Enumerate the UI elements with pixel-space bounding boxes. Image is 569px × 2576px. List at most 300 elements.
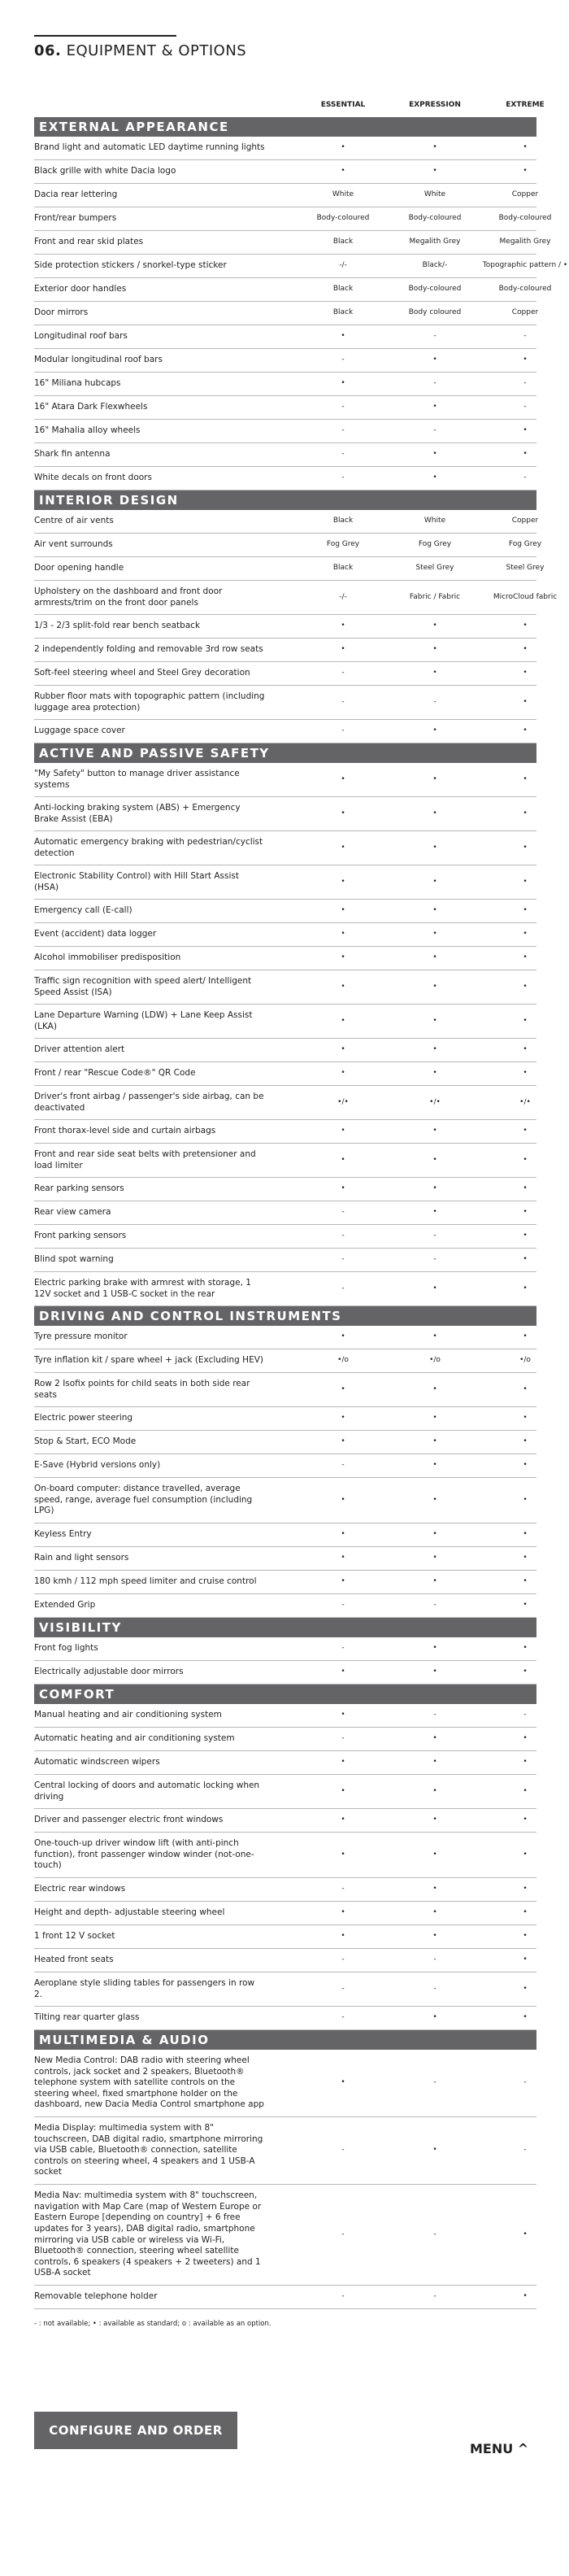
- table-row: [34, 865, 536, 900]
- table-row: [34, 302, 539, 325]
- cell-essential: •: [341, 1016, 345, 1025]
- table-row: [34, 1431, 536, 1454]
- feature-label: Shark fin antenna: [34, 449, 111, 460]
- cell-expression: -: [433, 1601, 437, 1610]
- equipment-table: [34, 117, 568, 2309]
- table-row: [34, 639, 536, 662]
- cell-essential: •: [341, 332, 345, 341]
- cell-essential: •: [341, 953, 345, 962]
- cell-essential: •: [341, 774, 345, 783]
- feature-label: On-board computer: distance travelled, average speed, range, average fuel consumption (including LPG): [34, 1484, 253, 1516]
- table-row: [34, 373, 536, 396]
- cell-expression: •: [432, 1284, 437, 1292]
- feature-label: Luggage space cover: [34, 726, 125, 736]
- cell-extreme: •: [523, 450, 528, 459]
- cell-essential: •: [341, 1932, 345, 1941]
- cell-essential: Black: [332, 308, 354, 317]
- cell-essential: •/o: [337, 1356, 349, 1365]
- cell-expression: -: [433, 2229, 437, 2238]
- table-row: [34, 396, 536, 420]
- table-row: [34, 797, 536, 831]
- cell-extreme: Body-coloured: [498, 214, 552, 223]
- cell-extreme: •: [523, 1644, 528, 1653]
- feature-label: New Media Control: DAB radio with steering wheel controls, jack socket and 2 speakers, Bluetooth® telephone system with satellite controls on the steering wheel, fixed smartphone holder on the dashboard, new Dacia Media Control smartphone app: [34, 2055, 264, 2110]
- feature-label: Anti-locking braking system (ABS) + Emergency Brake Assist (EBA): [34, 802, 241, 824]
- cell-essential: -: [341, 1644, 345, 1653]
- feature-label: One-touch-up driver window lift (with anti-pinch function), front passenger window winder (not-one-touch): [34, 1838, 254, 1871]
- cell-expression: •: [432, 143, 437, 152]
- cell-essential: •: [341, 1414, 345, 1423]
- cell-expression: -: [433, 1231, 437, 1240]
- cell-expression: White: [423, 517, 446, 525]
- cell-extreme: •: [523, 930, 528, 939]
- feature-label: Traffic sign recognition with speed alert/ Intelligent Speed Assist (ISA): [34, 975, 252, 997]
- table-row: [34, 1594, 536, 1618]
- table-row: [34, 1326, 536, 1349]
- section-header: MULTIMEDIA & AUDIO: [34, 2030, 536, 2050]
- cell-expression: •: [432, 645, 437, 654]
- cell-expression: •: [432, 2013, 437, 2022]
- cell-expression: •: [432, 1932, 437, 1941]
- feature-label: "My Safety" button to manage driver assistance systems: [34, 768, 240, 790]
- table-row: [34, 1478, 536, 1523]
- menu-link[interactable]: MENU ^: [470, 2441, 529, 2456]
- cell-extreme: •: [523, 1850, 528, 1859]
- cell-essential: -: [341, 1955, 345, 1964]
- cell-expression: •: [432, 1885, 437, 1894]
- table-row: [34, 831, 536, 865]
- table-row: [34, 1523, 536, 1547]
- feature-label: Rain and light sensors: [34, 1553, 129, 1563]
- cell-essential: Black: [332, 517, 354, 525]
- cell-expression: •: [432, 621, 437, 630]
- cell-expression: •: [432, 473, 437, 482]
- section-header: VISIBILITY: [34, 1618, 536, 1637]
- cell-extreme: •: [523, 1530, 528, 1539]
- cell-essential: •: [341, 1155, 345, 1164]
- feature-label: Rear parking sensors: [34, 1183, 124, 1194]
- cell-essential: -: [341, 1255, 345, 1264]
- table-row: [34, 923, 536, 947]
- cell-extreme: Megalith Grey: [499, 238, 551, 246]
- cell-essential: Body-coloured: [316, 214, 370, 223]
- table-row: [34, 970, 536, 1005]
- table-row: [34, 1637, 536, 1661]
- cell-extreme: •: [523, 843, 528, 852]
- table-row: [34, 2050, 536, 2117]
- feature-label: Height and depth- adjustable steering wheel: [34, 1907, 225, 1918]
- cell-expression: •: [432, 1332, 437, 1341]
- cell-extreme: Steel Grey: [506, 564, 545, 573]
- cell-essential: -: [341, 1461, 345, 1470]
- feature-label: Tyre pressure monitor: [34, 1332, 128, 1342]
- feature-label: Lane Departure Warning (LDW) + Lane Keep Assist (LKA): [34, 1009, 253, 1031]
- cell-extreme: •: [523, 726, 528, 735]
- cell-essential: •/•: [337, 1097, 349, 1106]
- table-row: [34, 467, 536, 490]
- cell-extreme: Copper: [511, 517, 539, 525]
- cell-expression: •: [432, 2146, 437, 2155]
- cell-expression: -: [433, 1984, 437, 1993]
- cell-extreme: -: [523, 1711, 527, 1720]
- table-row: [34, 900, 536, 923]
- cell-expression: •: [432, 982, 437, 991]
- feature-label: White decals on front doors: [34, 473, 152, 483]
- cell-extreme: •: [523, 1016, 528, 1025]
- cell-essential: •: [341, 809, 345, 817]
- feature-label: 180 kmh / 112 mph speed limiter and cruise control: [34, 1576, 257, 1587]
- cell-expression: •: [432, 1016, 437, 1025]
- cell-extreme: -: [523, 403, 527, 412]
- cell-extreme: •: [523, 1984, 528, 1993]
- feature-label: Automatic heating and air conditioning system: [34, 1733, 235, 1744]
- feature-label: Media Nav: multimedia system with 8" touchscreen, navigation with Map Care (map of Western Europe or Eastern Europe [depending on country] + 6 free updates for 3 years), DAB digital radio, smartphone mirroring via USB cable or wireless via Wi-Fi, Bluetooth® connection, steering wheel satellite controls, 6 speakers (4 speakers + 2 tweeters) and 1 USB-A socket: [34, 2190, 262, 2278]
- cell-expression: •: [432, 403, 437, 412]
- feature-label: Door opening handle: [34, 563, 124, 573]
- cell-expression: Body-coloured: [408, 214, 462, 223]
- cell-expression: •: [432, 1155, 437, 1164]
- table-row: [34, 1454, 536, 1478]
- cell-essential: •: [341, 1495, 345, 1504]
- cell-extreme: •: [523, 877, 528, 886]
- cell-expression: •: [432, 906, 437, 915]
- cell-extreme: •: [523, 809, 528, 817]
- feature-label: Black grille with white Dacia logo: [34, 166, 176, 177]
- table-row: [34, 1225, 536, 1249]
- table-row: [34, 1902, 536, 1925]
- feature-label: Electric rear windows: [34, 1884, 126, 1894]
- cell-essential: •: [341, 143, 345, 152]
- cell-extreme: •: [523, 1667, 528, 1676]
- cell-expression: •: [432, 774, 437, 783]
- cell-essential: -/-: [339, 261, 347, 270]
- cell-expression: •: [432, 1577, 437, 1586]
- feature-label: Emergency call (E-call): [34, 905, 132, 916]
- cell-essential: •: [341, 1815, 345, 1824]
- feature-label: Removable telephone holder: [34, 2291, 158, 2302]
- cell-expression: •: [432, 930, 437, 939]
- feature-label: Automatic emergency braking with pedestrian/cyclist detection: [34, 836, 263, 858]
- table-row: [34, 686, 536, 720]
- cell-expression: •: [432, 1384, 437, 1393]
- cell-extreme: Topographic pattern / •: [482, 261, 568, 270]
- page-title: [34, 42, 246, 59]
- cell-extreme: Copper: [511, 308, 539, 317]
- cell-extreme: •: [523, 426, 528, 435]
- cell-expression: •: [432, 167, 437, 176]
- cell-essential: Black: [332, 238, 354, 246]
- table-row: [34, 1775, 536, 1809]
- cell-essential: Black: [332, 564, 354, 573]
- cell-essential: -: [341, 726, 345, 735]
- cell-essential: •: [341, 1045, 345, 1054]
- cell-expression: •: [432, 1758, 437, 1767]
- cell-expression: •: [432, 1734, 437, 1743]
- cell-extreme: Fog Grey: [508, 540, 542, 549]
- cell-expression: Body-coloured: [408, 285, 462, 294]
- legend-footnote: - : not available; • : available as standard; o : available as an option.: [34, 2320, 271, 2328]
- feature-label: Keyless Entry: [34, 1529, 92, 1540]
- feature-label: Front and rear skid plates: [34, 237, 144, 247]
- cell-expression: Black/-: [422, 261, 448, 270]
- cell-expression: •: [432, 1437, 437, 1446]
- cell-essential: -: [341, 2146, 345, 2155]
- cell-extreme: -: [523, 379, 527, 388]
- table-row: [34, 1373, 536, 1407]
- cell-expression: •: [432, 669, 437, 678]
- cell-essential: •: [341, 982, 345, 991]
- feature-label: Front parking sensors: [34, 1231, 127, 1241]
- cell-expression: -: [433, 426, 437, 435]
- feature-label: Front and rear side seat belts with pretensioner and load limiter: [34, 1149, 256, 1170]
- feature-label: Extended Grip: [34, 1600, 96, 1611]
- cell-essential: -: [341, 473, 345, 482]
- cell-extreme: •: [523, 1786, 528, 1795]
- cell-essential: White: [332, 190, 354, 199]
- table-row: [34, 1086, 536, 1120]
- table-row: [34, 1751, 536, 1775]
- cell-expression: •: [432, 953, 437, 962]
- cell-essential: •: [341, 1437, 345, 1446]
- table-row: [34, 2185, 536, 2286]
- cell-essential: -/-: [339, 592, 347, 601]
- section-header: EXTERNAL APPEARANCE: [34, 117, 536, 137]
- table-row: [34, 1547, 536, 1571]
- cell-extreme: •: [523, 982, 528, 991]
- cell-extreme: -: [523, 2078, 527, 2087]
- cell-extreme: •: [523, 1414, 528, 1423]
- cell-essential: •: [341, 1554, 345, 1563]
- cell-extreme: •: [523, 1815, 528, 1824]
- table-row: [34, 1728, 536, 1751]
- table-row: [34, 1178, 536, 1201]
- cell-extreme: •: [523, 906, 528, 915]
- table-row: [34, 443, 536, 467]
- table-row: [34, 2286, 536, 2309]
- table-row: [34, 184, 539, 207]
- feature-label: Electric power steering: [34, 1413, 133, 1423]
- cell-essential: -: [341, 697, 345, 706]
- title-rule: [34, 35, 176, 37]
- cell-essential: •: [341, 1530, 345, 1539]
- cell-essential: -: [341, 450, 345, 459]
- table-row: [34, 1144, 536, 1178]
- cell-essential: Fog Grey: [326, 540, 360, 549]
- feature-label: Front / rear "Rescue Code®" QR Code: [34, 1068, 196, 1079]
- cell-essential: -: [341, 1601, 345, 1610]
- feature-label: Media Display: multimedia system with 8" touchscreen, DAB digital radio, smartphone mirroring via USB cable, Bluetooth® connection, satellite controls on steering wheel, 4 speakers and 1 USB-A socket: [34, 2122, 263, 2177]
- feature-label: Driver's front airbag / passenger's side airbag, can be deactivated: [34, 1091, 264, 1113]
- feature-label: Door mirrors: [34, 307, 89, 318]
- feature-label: Electrically adjustable door mirrors: [34, 1667, 184, 1677]
- cell-extreme: •: [523, 1437, 528, 1446]
- cell-essential: •: [341, 906, 345, 915]
- cell-essential: -: [341, 1284, 345, 1292]
- cell-extreme: •: [523, 1208, 528, 1217]
- cell-essential: •: [341, 930, 345, 939]
- table-row: [34, 1878, 536, 1902]
- feature-label: Manual heating and air conditioning system: [34, 1710, 222, 1720]
- table-row: [34, 1349, 536, 1373]
- feature-label: Front/rear bumpers: [34, 213, 117, 224]
- table-row: [34, 1407, 536, 1431]
- cell-extreme: •: [523, 2013, 528, 2022]
- cell-extreme: •: [523, 1955, 528, 1964]
- cell-essential: •: [341, 843, 345, 852]
- cell-expression: •/•: [429, 1097, 441, 1106]
- feature-label: Rear view camera: [34, 1207, 111, 1218]
- table-row: [34, 947, 536, 970]
- cell-extreme: -: [523, 332, 527, 341]
- cell-extreme: •: [523, 645, 528, 654]
- cell-expression: •/o: [429, 1356, 441, 1365]
- cell-essential: •: [341, 877, 345, 886]
- feature-label: Electronic Stability Control) with Hill Start Assist (HSA): [34, 870, 239, 892]
- feature-label: 16" Mahalia alloy wheels: [34, 425, 141, 436]
- feature-label: Row 2 Isofix points for child seats in both side rear seats: [34, 1378, 250, 1400]
- cell-essential: •: [341, 645, 345, 654]
- feature-label: Stop & Start, ECO Mode: [34, 1436, 137, 1447]
- table-row: [34, 1949, 536, 1972]
- feature-label: Tyre inflation kit / spare wheel + jack (Excluding HEV): [34, 1355, 263, 1366]
- cell-essential: •: [341, 167, 345, 176]
- table-row: [34, 2117, 536, 2185]
- cell-expression: -: [433, 379, 437, 388]
- cell-extreme: •: [523, 1045, 528, 1054]
- cell-expression: •: [432, 1644, 437, 1653]
- cell-essential: -: [341, 1984, 345, 1993]
- cell-essential: •: [341, 379, 345, 388]
- cell-extreme: •: [523, 1255, 528, 1264]
- cell-extreme: •: [523, 1461, 528, 1470]
- table-row: [34, 160, 536, 184]
- cell-expression: •: [432, 1184, 437, 1193]
- cell-expression: Fabric / Fabric: [409, 592, 461, 601]
- column-header-extreme: EXTREME: [506, 101, 545, 109]
- configure-and-order-button[interactable]: CONFIGURE AND ORDER: [34, 2412, 237, 2449]
- cell-essential: •: [341, 1069, 345, 1078]
- table-row: [34, 720, 536, 743]
- feature-label: 2 independently folding and removable 3rd row seats: [34, 644, 263, 655]
- cell-essential: Black: [332, 285, 354, 294]
- table-row: [34, 1120, 536, 1144]
- cell-extreme: •: [523, 1231, 528, 1240]
- cell-expression: •: [432, 450, 437, 459]
- cell-essential: •: [341, 1184, 345, 1193]
- feature-label: Upholstery on the dashboard and front door armrests/trim on the front door panels: [34, 586, 223, 608]
- table-row: [34, 1201, 536, 1225]
- cell-expression: Fog Grey: [418, 540, 452, 549]
- cell-extreme: Copper: [511, 190, 539, 199]
- feature-label: Brand light and automatic LED daytime running lights: [34, 142, 265, 153]
- column-header-expression: EXPRESSION: [409, 101, 461, 109]
- cell-expression: White: [423, 190, 446, 199]
- table-row: [34, 1925, 536, 1949]
- cell-extreme: •: [523, 1069, 528, 1078]
- table-row: [34, 1972, 536, 2007]
- feature-label: Modular longitudinal roof bars: [34, 355, 163, 365]
- cell-essential: •: [341, 1667, 345, 1676]
- cell-expression: Steel Grey: [415, 564, 454, 573]
- feature-label: 16" Miliana hubcaps: [34, 378, 121, 389]
- cell-extreme: •: [523, 1554, 528, 1563]
- cell-expression: •: [432, 1554, 437, 1563]
- feature-label: E-Save (Hybrid versions only): [34, 1460, 161, 1471]
- cell-essential: •: [341, 1577, 345, 1586]
- table-row: [34, 581, 558, 615]
- cell-essential: -: [341, 403, 345, 412]
- table-row: [34, 1661, 536, 1685]
- column-header-essential: ESSENTIAL: [320, 101, 366, 109]
- cell-extreme: •: [523, 1932, 528, 1941]
- cell-extreme: •: [523, 1284, 528, 1292]
- cell-extreme: •: [523, 1601, 528, 1610]
- cell-expression: -: [433, 1711, 437, 1720]
- table-row: [34, 1039, 536, 1062]
- cell-extreme: •/o: [519, 1356, 531, 1365]
- feature-label: Tilting rear quarter glass: [34, 2012, 140, 2023]
- feature-label: Front fog lights: [34, 1643, 98, 1654]
- cell-extreme: •: [523, 1495, 528, 1504]
- cell-essential: -: [341, 2229, 345, 2238]
- cell-essential: -: [341, 2013, 345, 2022]
- cell-essential: -: [341, 669, 345, 678]
- table-row: [34, 510, 539, 534]
- feature-label: Dacia rear lettering: [34, 190, 118, 200]
- feature-label: Alcohol immobiliser predisposition: [34, 952, 181, 963]
- cell-expression: •: [432, 809, 437, 817]
- feature-label: Driver attention alert: [34, 1044, 125, 1055]
- feature-label: Event (accident) data logger: [34, 929, 157, 939]
- table-row: [34, 534, 542, 557]
- cell-expression: •: [432, 1495, 437, 1504]
- cell-essential: •: [341, 1711, 345, 1720]
- cell-essential: -: [341, 355, 345, 364]
- cell-extreme: •: [523, 1758, 528, 1767]
- cell-essential: •: [341, 1908, 345, 1917]
- cell-essential: -: [341, 1208, 345, 1217]
- cell-essential: -: [341, 426, 345, 435]
- cell-expression: Body coloured: [408, 308, 462, 317]
- cell-essential: -: [341, 1885, 345, 1894]
- table-row: [34, 2007, 536, 2030]
- feature-label: 1 front 12 V socket: [34, 1931, 115, 1942]
- cell-extreme: •: [523, 1577, 528, 1586]
- table-row: [34, 255, 568, 278]
- section-header: INTERIOR DESIGN: [34, 490, 536, 510]
- feature-label: Rubber floor mats with topographic pattern (including luggage area protection): [34, 691, 265, 713]
- feature-label: Centre of air vents: [34, 516, 114, 526]
- cell-extreme: •: [523, 774, 528, 783]
- feature-label: Central locking of doors and automatic locking when driving: [34, 1780, 260, 1802]
- cell-expression: •: [432, 1850, 437, 1859]
- cell-extreme: •: [523, 1155, 528, 1164]
- feature-label: Aeroplane style sliding tables for passengers in row 2.: [34, 1977, 255, 1999]
- cell-expression: •: [432, 1069, 437, 1078]
- section-title: EQUIPMENT & OPTIONS: [66, 42, 247, 59]
- cell-expression: -: [433, 332, 437, 341]
- table-row: [34, 325, 536, 349]
- cell-expression: •: [432, 1045, 437, 1054]
- cell-extreme: •: [523, 1332, 528, 1341]
- cell-extreme: •: [523, 697, 528, 706]
- feature-label: Heated front seats: [34, 1955, 114, 1965]
- table-row: [34, 1833, 536, 1878]
- cell-extreme: •: [523, 1885, 528, 1894]
- cell-extreme: •: [523, 1908, 528, 1917]
- feature-label: Soft-feel steering wheel and Steel Grey decoration: [34, 668, 250, 678]
- cell-expression: •: [432, 877, 437, 886]
